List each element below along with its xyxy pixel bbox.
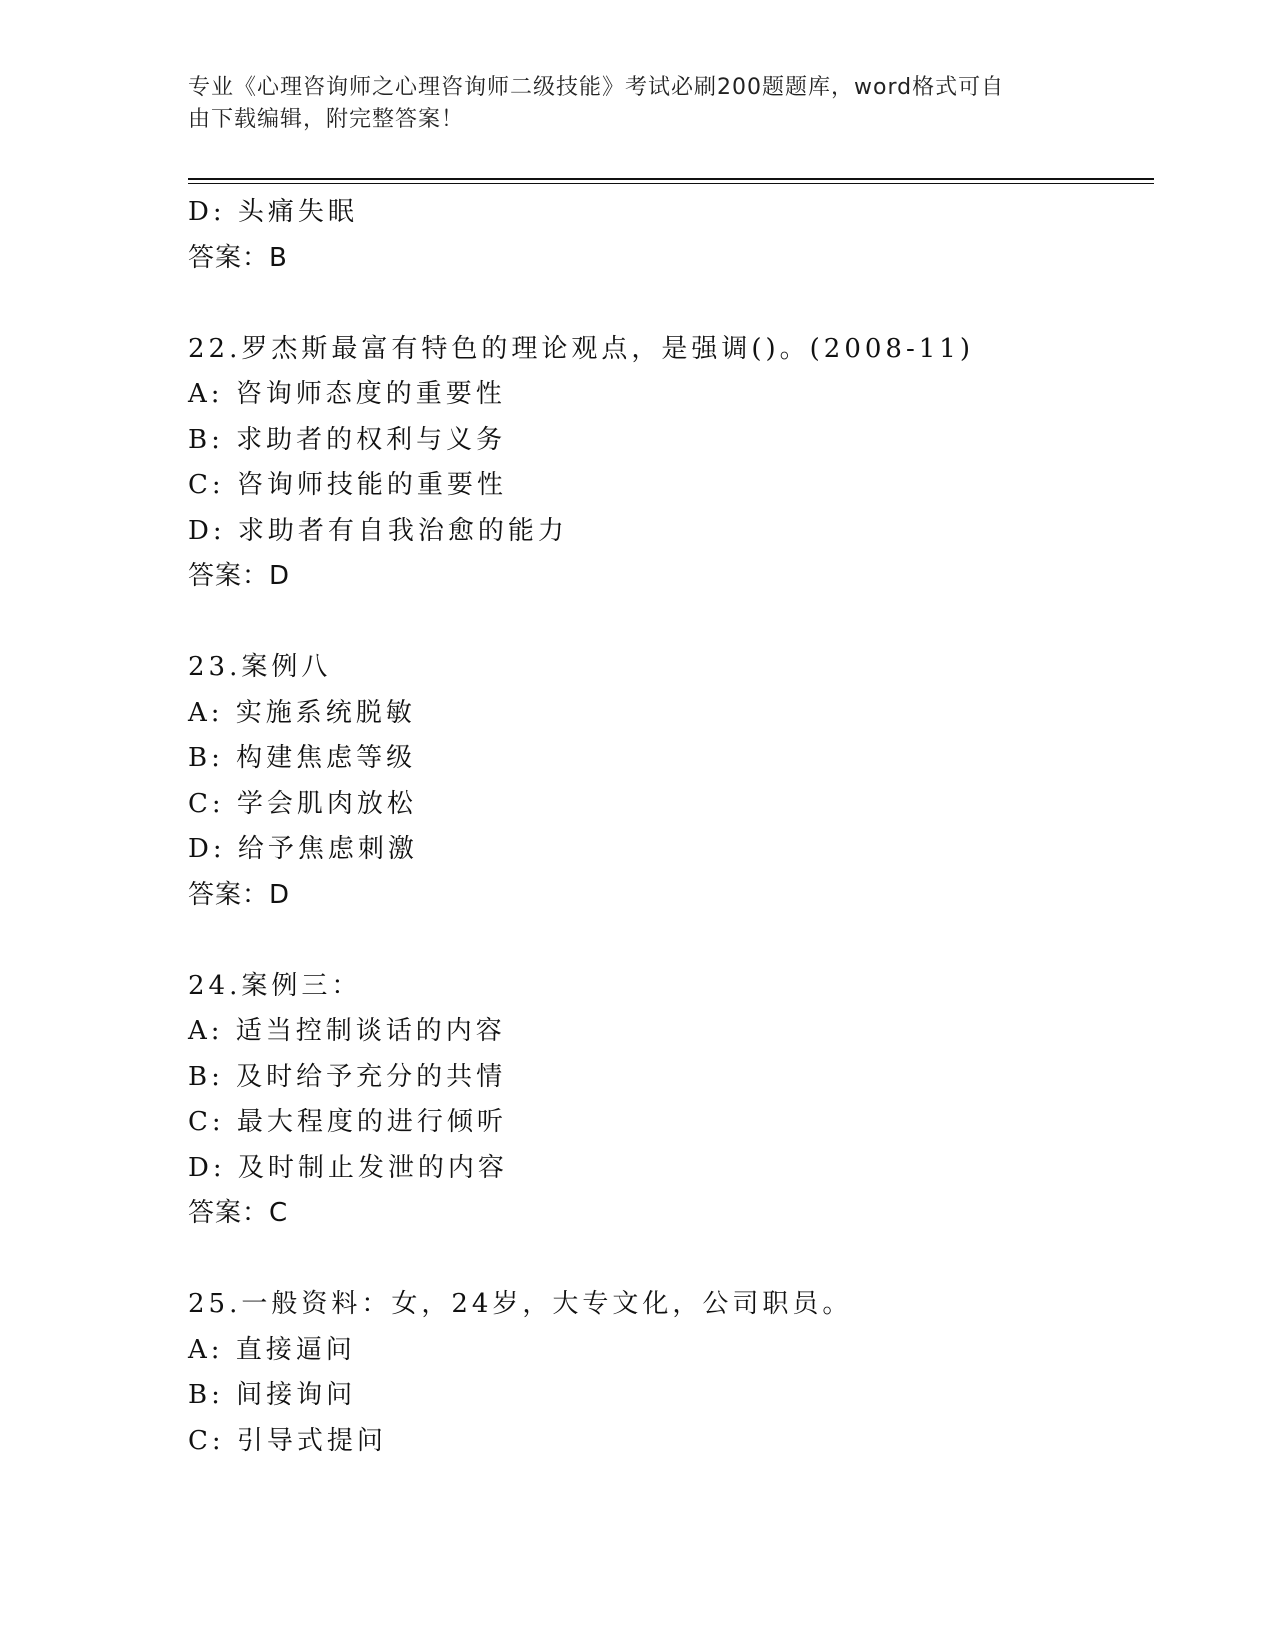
option-line: A: 直接逼问 [188,1334,356,1365]
question-list [188,190,1148,1464]
option-line: A: 咨询师态度的重要性 [188,379,506,409]
header-rule-thin [188,183,1154,184]
option-line: D: 头痛失眠 [188,197,358,227]
question-block [188,327,1148,600]
answer-line: 答案：C [188,1198,289,1228]
option-line: B: 及时给予充分的共情 [188,1061,507,1092]
header-line-2: 由下载编辑，附完整答案！ [188,107,465,132]
question-line: 24.案例三： [188,970,362,1001]
option-line: C: 学会肌肉放松 [188,788,417,819]
question-line: 22.罗杰斯最富有特色的理论观点，是强调()。(2008-11) [188,333,974,364]
answer-line: 答案：B [188,242,288,273]
header-line-1: 专业《心理咨询师之心理咨询师二级技能》考试必刷200题题库，word格式可自 [188,75,1005,100]
answer-line: 答案：D [188,561,291,591]
option-line: C: 咨询师技能的重要性 [188,470,507,500]
option-line: B: 间接询问 [188,1380,357,1410]
answer-line: 答案：D [188,879,291,910]
option-line: D: 给予焦虑刺激 [188,834,418,864]
question-block [188,964,1148,1237]
option-line: D: 求助者有自我治愈的能力 [188,515,568,546]
question-block [188,190,1148,281]
option-line: B: 求助者的权利与义务 [188,424,507,455]
header-rule [188,178,1154,180]
option-line: A: 实施系统脱敏 [188,697,416,728]
question-block [188,1282,1148,1464]
document-header [188,72,1068,136]
option-line: D: 及时制止发泄的内容 [188,1152,508,1183]
question-line: 25.一般资料：女，24岁，大专文化，公司职员。 [188,1289,853,1319]
question-block [188,645,1148,918]
option-line: C: 引导式提问 [188,1425,387,1456]
option-line: C: 最大程度的进行倾听 [188,1107,507,1137]
option-line: A: 适当控制谈话的内容 [188,1016,506,1046]
question-line: 23.案例八 [188,652,332,682]
option-line: B: 构建焦虑等级 [188,743,417,773]
